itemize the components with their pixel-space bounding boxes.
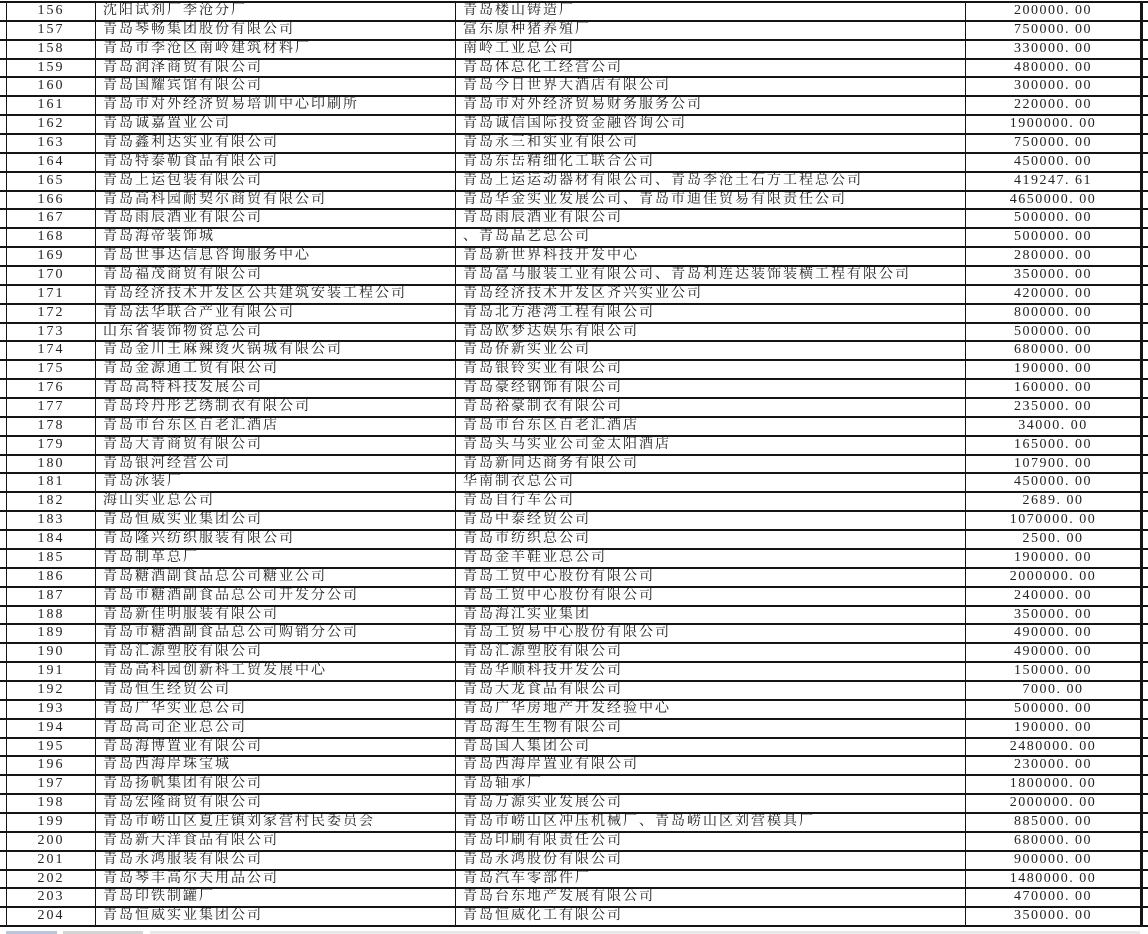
row-number-cell: 185 (6, 550, 95, 567)
company-name-cell: 青岛福茂商贸有限公司 (95, 267, 455, 284)
related-company-cell: 青岛新同达商务有限公司 (455, 456, 965, 473)
row-number-cell: 173 (6, 324, 95, 341)
related-company-cell: 青岛轴承厂 (455, 776, 965, 793)
row-number-cell: 183 (6, 512, 95, 529)
row-number-cell: 203 (6, 889, 95, 906)
related-company-cell: 青岛工贸中心股份有限公司 (455, 569, 965, 586)
amount-cell: 150000. 00 (965, 663, 1143, 680)
row-number-cell: 176 (6, 380, 95, 397)
table-row (0, 305, 1148, 324)
company-name-cell: 青岛广华实业总公司 (95, 701, 455, 718)
company-name-cell: 青岛市崂山区夏庄镇刘家营村民委员会 (95, 814, 455, 831)
amount-cell: 350000. 00 (965, 607, 1143, 624)
row-number-cell: 175 (6, 361, 95, 378)
company-name-cell: 青岛恒威实业集团公司 (95, 908, 455, 925)
table-row (0, 795, 1148, 814)
company-name-cell: 青岛印铁制罐厂 (95, 889, 455, 906)
related-company-cell: 青岛大龙食品有限公司 (455, 682, 965, 699)
table-row (0, 889, 1148, 908)
related-company-cell: 青岛头马实业公司金太阳酒店 (455, 437, 965, 454)
row-number-cell: 181 (6, 474, 95, 491)
table-row (0, 739, 1148, 758)
related-company-cell: 青岛新世界科技开发中心 (455, 248, 965, 265)
company-name-cell: 海山实业总公司 (95, 493, 455, 510)
related-company-cell: 青岛市台东区百老汇酒店 (455, 418, 965, 435)
row-number-cell: 178 (6, 418, 95, 435)
company-name-cell: 沈阳试剂厂李沧分厂 (95, 3, 455, 20)
amount-cell: 750000. 00 (965, 22, 1143, 39)
table-row (0, 569, 1148, 588)
amount-cell: 350000. 00 (965, 908, 1143, 925)
row-number-cell: 182 (6, 493, 95, 510)
table-row (0, 607, 1148, 626)
table-row (0, 757, 1148, 776)
amount-cell: 300000. 00 (965, 78, 1143, 95)
company-name-cell: 青岛法华联合产业有限公司 (95, 305, 455, 322)
row-number-cell: 161 (6, 97, 95, 114)
amount-cell: 34000. 00 (965, 418, 1143, 435)
amount-cell: 350000. 00 (965, 267, 1143, 284)
amount-cell: 7000. 00 (965, 682, 1143, 699)
related-company-cell: 青岛体总化工经营公司 (455, 60, 965, 77)
related-company-cell: 青岛工贸易中心股份有限公司 (455, 625, 965, 642)
related-company-cell: 青岛华顺科技开发公司 (455, 663, 965, 680)
company-name-cell: 青岛市李沧区南岭建筑材料厂 (95, 41, 455, 58)
row-number-cell: 174 (6, 342, 95, 359)
related-company-cell: 青岛豪经钢饰有限公司 (455, 380, 965, 397)
related-company-cell: 青岛东岳精细化工联合公司 (455, 154, 965, 171)
row-number-cell: 167 (6, 210, 95, 227)
row-number-cell: 170 (6, 267, 95, 284)
table-row (0, 116, 1148, 135)
table-row (0, 173, 1148, 192)
row-number-cell: 179 (6, 437, 95, 454)
table-row (0, 625, 1148, 644)
related-company-cell: 青岛自行车公司 (455, 493, 965, 510)
related-company-cell: 青岛银铃实业有限公司 (455, 361, 965, 378)
amount-cell: 885000. 00 (965, 814, 1143, 831)
row-number-cell: 191 (6, 663, 95, 680)
row-number-cell: 198 (6, 795, 95, 812)
amount-cell: 235000. 00 (965, 399, 1143, 416)
company-name-cell: 青岛特泰勒食品有限公司 (95, 154, 455, 171)
row-number-cell: 184 (6, 531, 95, 548)
table-row (0, 192, 1148, 211)
company-name-cell: 青岛新佳明服装有限公司 (95, 607, 455, 624)
company-name-cell: 青岛经济技术开发区公共建筑安装工程公司 (95, 286, 455, 303)
table-row (0, 493, 1148, 512)
company-name-cell: 青岛高科园耐契尔商贸有限公司 (95, 192, 455, 209)
table-row (0, 456, 1148, 475)
amount-cell: 200000. 00 (965, 3, 1143, 20)
amount-cell: 450000. 00 (965, 474, 1143, 491)
related-company-cell: 青岛台东地产发展有限公司 (455, 889, 965, 906)
amount-cell: 1070000. 00 (965, 512, 1143, 529)
amount-cell: 680000. 00 (965, 342, 1143, 359)
related-company-cell: 青岛海江实业集团 (455, 607, 965, 624)
company-name-cell: 青岛诚嘉置业公司 (95, 116, 455, 133)
related-company-cell: 南岭工业总公司 (455, 41, 965, 58)
table-row (0, 550, 1148, 569)
table-row (0, 3, 1148, 22)
amount-cell: 230000. 00 (965, 757, 1143, 774)
amount-cell: 240000. 00 (965, 588, 1143, 605)
row-number-cell: 168 (6, 229, 95, 246)
company-name-cell: 青岛雨辰酒业有限公司 (95, 210, 455, 227)
row-number-cell: 158 (6, 41, 95, 58)
row-number-cell: 201 (6, 852, 95, 869)
row-number-cell: 186 (6, 569, 95, 586)
company-name-cell: 青岛汇源塑胶有限公司 (95, 644, 455, 661)
table-row (0, 814, 1148, 833)
row-number-cell: 194 (6, 720, 95, 737)
amount-cell: 800000. 00 (965, 305, 1143, 322)
row-number-cell: 162 (6, 116, 95, 133)
row-number-cell: 202 (6, 871, 95, 888)
amount-cell: 2000000. 00 (965, 569, 1143, 586)
related-company-cell: 青岛市崂山区冲压机械厂、青岛崂山区刘营模具厂 (455, 814, 965, 831)
related-company-cell: 青岛汇源塑胶有限公司 (455, 644, 965, 661)
row-number-cell: 163 (6, 135, 95, 152)
amount-cell: 4650000. 00 (965, 192, 1143, 209)
related-company-cell: 青岛万源实业发展公司 (455, 795, 965, 812)
table-row (0, 871, 1148, 890)
related-company-cell: 青岛裕豪制衣有限公司 (455, 399, 965, 416)
company-name-cell: 青岛隆兴纺织服装有限公司 (95, 531, 455, 548)
related-company-cell: 青岛雨辰酒业有限公司 (455, 210, 965, 227)
table-row (0, 286, 1148, 305)
amount-cell: 190000. 00 (965, 720, 1143, 737)
row-number-cell: 204 (6, 908, 95, 925)
amount-cell: 500000. 00 (965, 324, 1143, 341)
table-row (0, 437, 1148, 456)
amount-cell: 480000. 00 (965, 60, 1143, 77)
amount-cell: 420000. 00 (965, 286, 1143, 303)
related-company-cell: 青岛上运运动器材有限公司、青岛李沧土石方工程总公司 (455, 173, 965, 190)
row-number-cell: 177 (6, 399, 95, 416)
company-name-cell: 青岛泳装厂 (95, 474, 455, 491)
ledger-table (0, 1, 1148, 927)
row-number-cell: 157 (6, 22, 95, 39)
company-name-cell: 青岛扬帆集团有限公司 (95, 776, 455, 793)
company-name-cell: 青岛市对外经济贸易培训中心印刷所 (95, 97, 455, 114)
amount-cell: 500000. 00 (965, 701, 1143, 718)
company-name-cell: 青岛世事达信息咨询服务中心 (95, 248, 455, 265)
amount-cell: 165000. 00 (965, 437, 1143, 454)
table-row (0, 154, 1148, 173)
table-row (0, 701, 1148, 720)
company-name-cell: 青岛琴畅集团股份有限公司 (95, 22, 455, 39)
company-name-cell: 青岛制革总厂 (95, 550, 455, 567)
related-company-cell: 青岛诚信国际投资金融咨询公司 (455, 116, 965, 133)
related-company-cell: 青岛今日世界大酒店有限公司 (455, 78, 965, 95)
company-name-cell: 青岛海帝装饰城 (95, 229, 455, 246)
amount-cell: 1480000. 00 (965, 871, 1143, 888)
table-row (0, 588, 1148, 607)
amount-cell: 470000. 00 (965, 889, 1143, 906)
table-row (0, 342, 1148, 361)
company-name-cell: 青岛琴丰高尔夫用品公司 (95, 871, 455, 888)
amount-cell: 107900. 00 (965, 456, 1143, 473)
table-row (0, 60, 1148, 79)
related-company-cell: 青岛经济技术开发区齐兴实业公司 (455, 286, 965, 303)
amount-cell: 190000. 00 (965, 550, 1143, 567)
related-company-cell: 青岛市纺织总公司 (455, 531, 965, 548)
amount-cell: 900000. 00 (965, 852, 1143, 869)
company-name-cell: 青岛国耀宾馆有限公司 (95, 78, 455, 95)
company-name-cell: 青岛银河经营公司 (95, 456, 455, 473)
row-number-cell: 193 (6, 701, 95, 718)
table-row (0, 324, 1148, 343)
table-row (0, 720, 1148, 739)
table-row (0, 229, 1148, 248)
table-row (0, 248, 1148, 267)
company-name-cell: 青岛润泽商贸有限公司 (95, 60, 455, 77)
row-number-cell: 165 (6, 173, 95, 190)
company-name-cell: 青岛高科园创新科工贸发展中心 (95, 663, 455, 680)
related-company-cell: 青岛西海岸置业有限公司 (455, 757, 965, 774)
amount-cell: 2689. 00 (965, 493, 1143, 510)
company-name-cell: 青岛海博置业有限公司 (95, 739, 455, 756)
company-name-cell: 青岛市糖酒副食品总公司购销分公司 (95, 625, 455, 642)
amount-cell: 280000. 00 (965, 248, 1143, 265)
amount-cell: 500000. 00 (965, 210, 1143, 227)
row-number-cell: 159 (6, 60, 95, 77)
table-row (0, 776, 1148, 795)
table-row (0, 399, 1148, 418)
amount-cell: 330000. 00 (965, 41, 1143, 58)
company-name-cell: 青岛上运包装有限公司 (95, 173, 455, 190)
row-number-cell: 187 (6, 588, 95, 605)
company-name-cell: 青岛鑫利达实业有限公司 (95, 135, 455, 152)
company-name-cell: 青岛糖酒副食品总公司糖业公司 (95, 569, 455, 586)
table-row (0, 682, 1148, 701)
amount-cell: 160000. 00 (965, 380, 1143, 397)
related-company-cell: 富东原种猪养殖厂 (455, 22, 965, 39)
company-name-cell: 青岛金源通工贸有限公司 (95, 361, 455, 378)
row-number-cell: 195 (6, 739, 95, 756)
row-number-cell: 189 (6, 625, 95, 642)
company-name-cell: 青岛新大洋食品有限公司 (95, 833, 455, 850)
row-number-cell: 190 (6, 644, 95, 661)
table-row (0, 22, 1148, 41)
related-company-cell: 青岛海生生物有限公司 (455, 720, 965, 737)
company-name-cell: 青岛永鸿服装有限公司 (95, 852, 455, 869)
table-row (0, 474, 1148, 493)
amount-cell: 2000000. 00 (965, 795, 1143, 812)
row-number-cell: 156 (6, 3, 95, 20)
related-company-cell: 青岛欧梦达娱乐有限公司 (455, 324, 965, 341)
related-company-cell: 青岛金羊鞋业总公司 (455, 550, 965, 567)
table-row (0, 267, 1148, 286)
company-name-cell: 青岛市糖酒副食品总公司开发分公司 (95, 588, 455, 605)
company-name-cell: 山东省装饰物资总公司 (95, 324, 455, 341)
related-company-cell: 青岛广华房地产开发经验中心 (455, 701, 965, 718)
amount-cell: 419247. 61 (965, 173, 1143, 190)
company-name-cell: 青岛高司企业总公司 (95, 720, 455, 737)
company-name-cell: 青岛恒生经贸公司 (95, 682, 455, 699)
related-company-cell: 青岛楼山铸造厂 (455, 3, 965, 20)
company-name-cell: 青岛宏隆商贸有限公司 (95, 795, 455, 812)
related-company-cell: 青岛印刷有限责任公司 (455, 833, 965, 850)
amount-cell: 680000. 00 (965, 833, 1143, 850)
company-name-cell: 青岛西海岸珠宝城 (95, 757, 455, 774)
row-number-cell: 169 (6, 248, 95, 265)
table-row (0, 512, 1148, 531)
table-row (0, 908, 1148, 927)
amount-cell: 750000. 00 (965, 135, 1143, 152)
company-name-cell: 青岛金川王麻辣烫火锅城有限公司 (95, 342, 455, 359)
table-row (0, 852, 1148, 871)
table-row (0, 833, 1148, 852)
company-name-cell: 青岛玲丹彤艺绣制衣有限公司 (95, 399, 455, 416)
related-company-cell: 青岛汽车零部件厂 (455, 871, 965, 888)
amount-cell: 1900000. 00 (965, 116, 1143, 133)
row-number-cell: 200 (6, 833, 95, 850)
amount-cell: 190000. 00 (965, 361, 1143, 378)
row-number-cell: 171 (6, 286, 95, 303)
row-number-cell: 160 (6, 78, 95, 95)
related-company-cell: 青岛恒威化工有限公司 (455, 908, 965, 925)
related-company-cell: 青岛富马服装工业有限公司、青岛利连达装饰装横工程有限公司 (455, 267, 965, 284)
table-row (0, 361, 1148, 380)
row-number-cell: 192 (6, 682, 95, 699)
related-company-cell: 、青岛晶艺总公司 (455, 229, 965, 246)
row-number-cell: 199 (6, 814, 95, 831)
table-row (0, 418, 1148, 437)
amount-cell: 490000. 00 (965, 625, 1143, 642)
row-number-cell: 196 (6, 757, 95, 774)
table-row (0, 135, 1148, 154)
row-number-cell: 166 (6, 192, 95, 209)
table-row (0, 78, 1148, 97)
related-company-cell: 青岛中泰经贸公司 (455, 512, 965, 529)
row-number-cell: 188 (6, 607, 95, 624)
related-company-cell: 青岛华金实业发展公司、青岛市迪佳贸易有限责任公司 (455, 192, 965, 209)
amount-cell: 500000. 00 (965, 229, 1143, 246)
company-name-cell: 青岛大青商贸有限公司 (95, 437, 455, 454)
company-name-cell: 青岛市台东区百老汇酒店 (95, 418, 455, 435)
row-number-cell: 180 (6, 456, 95, 473)
related-company-cell: 华南制衣总公司 (455, 474, 965, 491)
table-row (0, 210, 1148, 229)
related-company-cell: 青岛国人集团公司 (455, 739, 965, 756)
table-row (0, 97, 1148, 116)
company-name-cell: 青岛恒威实业集团公司 (95, 512, 455, 529)
amount-cell: 490000. 00 (965, 644, 1143, 661)
table-row (0, 644, 1148, 663)
table-row (0, 663, 1148, 682)
amount-cell: 1800000. 00 (965, 776, 1143, 793)
company-name-cell: 青岛高特科技发展公司 (95, 380, 455, 397)
table-row (0, 380, 1148, 399)
related-company-cell: 青岛永三和实业有限公司 (455, 135, 965, 152)
row-number-cell: 172 (6, 305, 95, 322)
table-row (0, 41, 1148, 60)
related-company-cell: 青岛北方港湾工程有限公司 (455, 305, 965, 322)
amount-cell: 2500. 00 (965, 531, 1143, 548)
amount-cell: 220000. 00 (965, 97, 1143, 114)
related-company-cell: 青岛市对外经济贸易财务服务公司 (455, 97, 965, 114)
related-company-cell: 青岛侨新实业公司 (455, 342, 965, 359)
row-number-cell: 197 (6, 776, 95, 793)
related-company-cell: 青岛永鸿股份有限公司 (455, 852, 965, 869)
row-number-cell: 164 (6, 154, 95, 171)
amount-cell: 450000. 00 (965, 154, 1143, 171)
related-company-cell: 青岛工贸中心股份有限公司 (455, 588, 965, 605)
table-row (0, 531, 1148, 550)
amount-cell: 2480000. 00 (965, 739, 1143, 756)
